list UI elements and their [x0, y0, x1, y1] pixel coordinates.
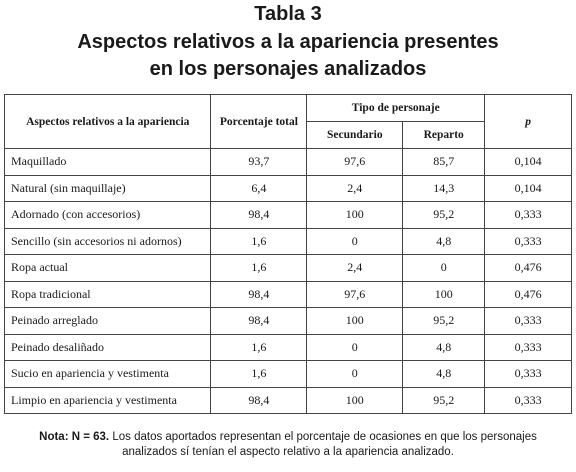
- cell-total: 1,6: [211, 255, 307, 282]
- cell-aspect: Peinado desaliñado: [5, 334, 211, 361]
- appearance-aspects-table: [4, 94, 572, 414]
- cell-reparto: 4,8: [403, 334, 485, 361]
- table-row: [5, 387, 572, 414]
- note-line-2: analizados sí tenían el aspecto relativo a la apariencia analizado.: [122, 446, 454, 458]
- cell-secundario: 0: [307, 228, 403, 255]
- cell-aspect: Limpio en apariencia y vestimenta: [5, 387, 211, 414]
- cell-total: 6,4: [211, 175, 307, 202]
- table-row: [5, 202, 572, 229]
- table-row: [5, 175, 572, 202]
- header-secundario: Secundario: [307, 122, 403, 149]
- cell-secundario: 97,6: [307, 281, 403, 308]
- cell-p: 0,476: [485, 281, 572, 308]
- cell-total: 93,7: [211, 149, 307, 176]
- header-tipo-personaje: Tipo de personaje: [307, 95, 485, 122]
- table-note: [10, 430, 566, 460]
- table-title-number: Tabla 3: [254, 3, 322, 25]
- cell-total: 1,6: [211, 334, 307, 361]
- cell-reparto: 4,8: [403, 361, 485, 388]
- cell-reparto: 4,8: [403, 228, 485, 255]
- table-row: [5, 308, 572, 335]
- cell-secundario: 2,4: [307, 255, 403, 282]
- cell-aspect: Adornado (con accesorios): [5, 202, 211, 229]
- cell-p: 0,333: [485, 387, 572, 414]
- cell-reparto: 95,2: [403, 387, 485, 414]
- cell-aspect: Sencillo (sin accesorios ni adornos): [5, 228, 211, 255]
- table-header: [5, 95, 572, 149]
- cell-aspect: Peinado arreglado: [5, 308, 211, 335]
- cell-reparto: 100: [403, 281, 485, 308]
- note-text-1: Los datos aportados representan el porcentaje de ocasiones en que los personajes: [112, 431, 537, 443]
- cell-secundario: 100: [307, 308, 403, 335]
- note-line-1: [10, 430, 566, 445]
- cell-aspect: Ropa actual: [5, 255, 211, 282]
- cell-secundario: 2,4: [307, 175, 403, 202]
- cell-reparto: 14,3: [403, 175, 485, 202]
- cell-p: 0,333: [485, 361, 572, 388]
- cell-p: 0,333: [485, 334, 572, 361]
- header-reparto: Reparto: [403, 122, 485, 149]
- cell-p: 0,476: [485, 255, 572, 282]
- cell-secundario: 97,6: [307, 149, 403, 176]
- cell-p: 0,104: [485, 175, 572, 202]
- note-sample-size: N = 63.: [71, 431, 110, 443]
- cell-p: 0,333: [485, 308, 572, 335]
- table-body: [5, 149, 572, 414]
- table-row: [5, 149, 572, 176]
- note-label: Nota:: [39, 431, 69, 443]
- cell-reparto: 95,2: [403, 308, 485, 335]
- cell-reparto: 95,2: [403, 202, 485, 229]
- cell-aspect: Maquillado: [5, 149, 211, 176]
- cell-secundario: 0: [307, 361, 403, 388]
- cell-secundario: 100: [307, 387, 403, 414]
- table-title-line-1: Aspectos relativos a la apariencia presentes: [77, 31, 499, 53]
- header-p: p: [485, 95, 572, 149]
- cell-total: 98,4: [211, 281, 307, 308]
- table-row: [5, 334, 572, 361]
- cell-p: 0,333: [485, 202, 572, 229]
- cell-secundario: 100: [307, 202, 403, 229]
- cell-total: 1,6: [211, 228, 307, 255]
- table-row: [5, 255, 572, 282]
- cell-reparto: 85,7: [403, 149, 485, 176]
- cell-p: 0,104: [485, 149, 572, 176]
- cell-aspect: Natural (sin maquillaje): [5, 175, 211, 202]
- cell-total: 98,4: [211, 308, 307, 335]
- table-row: [5, 361, 572, 388]
- cell-total: 98,4: [211, 202, 307, 229]
- cell-aspect: Sucio en apariencia y vestimenta: [5, 361, 211, 388]
- cell-total: 1,6: [211, 361, 307, 388]
- cell-p: 0,333: [485, 228, 572, 255]
- cell-secundario: 0: [307, 334, 403, 361]
- table-row: [5, 281, 572, 308]
- cell-total: 98,4: [211, 387, 307, 414]
- table-row: [5, 228, 572, 255]
- cell-aspect: Ropa tradicional: [5, 281, 211, 308]
- header-aspect: Aspectos relativos a la apariencia: [5, 95, 211, 149]
- cell-reparto: 0: [403, 255, 485, 282]
- table-title-line-2: en los personajes analizados: [149, 58, 427, 80]
- header-total: Porcentaje total: [211, 95, 307, 149]
